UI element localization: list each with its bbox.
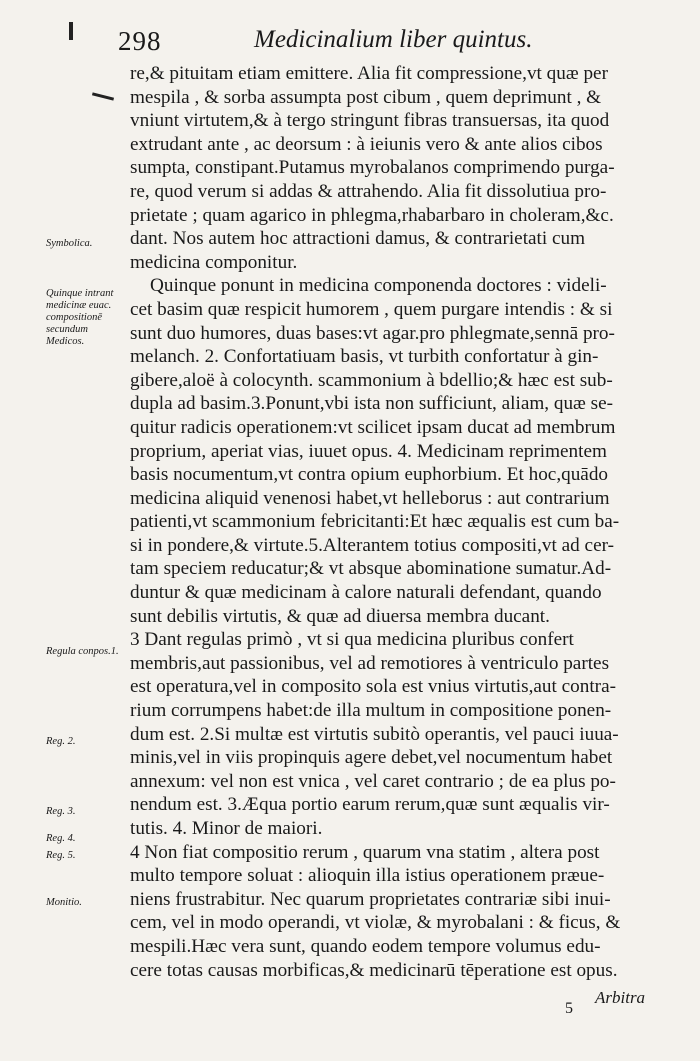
text-line: dant. Nos autem hoc attractioni damus, & contrarietati cum (130, 228, 586, 250)
text-line: annexum: vel non est vnica , vel caret contrario ; de ea plus po- (130, 770, 616, 792)
text-line: sumpta, constipant.Putamus myrobalanos comprimendo purga- (130, 157, 615, 179)
margin-note-reg-4: Reg. 4. (46, 833, 76, 844)
text-line: re, quod verum si addas & attrahendo. Alia fit dissolutiua pro- (130, 180, 607, 202)
text-line: gibere,aloë à colocynth. scammonium à bdellio;& hæc est sub- (130, 369, 613, 391)
text-line: basis nocumentum,vt contra opium euphorbium. Et hoc,quādo (130, 464, 609, 486)
text-line: sunt debilis virtutis, & quæ ad diuersa membra ducant. (130, 605, 550, 627)
text-line: quitur radicis operationem:vt scilicet ipsam ducat ad membrum (130, 416, 616, 438)
text-line: Quinque ponunt in medicina componenda doctores : videli- (150, 275, 607, 297)
text-line: cet basim quæ respicit humorem , quem purgare intendis : & si (130, 298, 613, 320)
text-line: proprium, aperiat vias, iuuet opus. 4. Medicinam reprimentem (130, 440, 607, 462)
text-line: tam speciem reducatur;& vt absque abominatione sumatur.Ad- (130, 558, 612, 580)
text-line: multo tempore soluat : alioquin illa istius operationem præue- (130, 865, 605, 887)
signature-mark: 5 (565, 1000, 573, 1017)
text-line: vniunt virtutem,& à tergo stringunt fibras transuersas, ita quod (130, 110, 610, 132)
text-line: cem, vel in modo operandi, vt violæ, & myrobalani : & ficus, & (130, 912, 621, 934)
catchword: Arbitra (595, 988, 646, 1007)
margin-note-reg-2: Reg. 2. (46, 736, 76, 747)
margin-note-reg-5: Reg. 5. (46, 850, 76, 861)
text-line: mespili.Hæc vera sunt, quando eodem tempore volumus edu- (130, 935, 601, 957)
text-line: melanch. 2. Confortatiuam basis, vt turbith confortatur à gin- (130, 346, 599, 368)
margin-note-reg-3: Reg. 3. (46, 806, 76, 817)
text-line: niens frustrabitur. Nec quarum proprietates contrariæ sibi inui- (130, 888, 611, 910)
margin-note-monitio: Monitio. (46, 897, 82, 908)
text-line: minis,vel in viis propinquis agere debet,vel nocumentum habet (130, 747, 613, 769)
text-line: 3 Dant regulas primò , vt si qua medicina pluribus confert (130, 629, 574, 651)
running-title: Medicinalium liber quintus. (254, 26, 533, 53)
text-line: extrudant ante , ac deorsum : à ieiunis vero & ante alios cibos (130, 133, 603, 155)
text-line: est operatura,vel in composito sola est vnius virtutis,aut contra- (130, 676, 616, 698)
text-line: medicina aliquid venenosi habet,vt helleborus : aut contrarium (130, 487, 610, 509)
text-line: sunt duo humores, duas bases:vt agar.pro phlegmate,sennā pro- (130, 322, 615, 344)
text-line: prietate ; quam agarico in phlegma,rhabarbaro in choleram,&c. (130, 204, 614, 226)
page-header (118, 18, 588, 54)
text-line: duntur & quæ medicinam à calore naturali defendant, quando (130, 582, 602, 604)
ink-stroke (92, 92, 114, 100)
text-line: rium corrumpens habet:de illa multum in compositione ponen- (130, 700, 612, 722)
text-line: nendum est. 3.Æqua portio earum rerum,quæ sunt æqualis vir- (130, 794, 610, 816)
ink-blot (69, 22, 73, 40)
margin-note-quinque: Quinque intrant medicinæ euac. compositionē secundum Medicos. (46, 288, 114, 347)
margin-note-symbolica: Symbolica. (46, 238, 93, 249)
text-line: cere totas causas morbificas,& medicinarū tēperatione est opus. (130, 959, 618, 981)
text-line: membris,aut passionibus, vel ad remotiores à ventriculo partes (130, 652, 610, 674)
text-line: dum est. 2.Si multæ est virtutis subitò operantis, vel pauci iuua- (130, 723, 619, 745)
text-line: tutis. 4. Minor de maiori. (130, 818, 323, 839)
text-line: 4 Non fiat compositio rerum , quarum vna statim , altera post (130, 841, 600, 863)
body-text (130, 62, 675, 982)
text-line: mespila , & sorba assumpta post cibum , quem deprimunt , & (130, 86, 602, 108)
text-line: medicina componitur. (130, 251, 298, 273)
page-number: 298 (118, 26, 162, 56)
margin-note-regula-1: Regula conpos.1. (46, 646, 119, 657)
text-line: si in pondere,& virtute.5.Alterantem totius compositi,vt ad cer- (130, 534, 614, 556)
text-line: patienti,vt scammonium febricitanti:Et hæc æqualis est cum ba- (130, 511, 620, 533)
text-line: re,& pituitam etiam emittere. Alia fit compressione,vt quæ per (130, 63, 608, 84)
text-line: dupla ad basim.3.Ponunt,vbi ista non sufficiunt, aliam, quæ se- (130, 393, 614, 415)
